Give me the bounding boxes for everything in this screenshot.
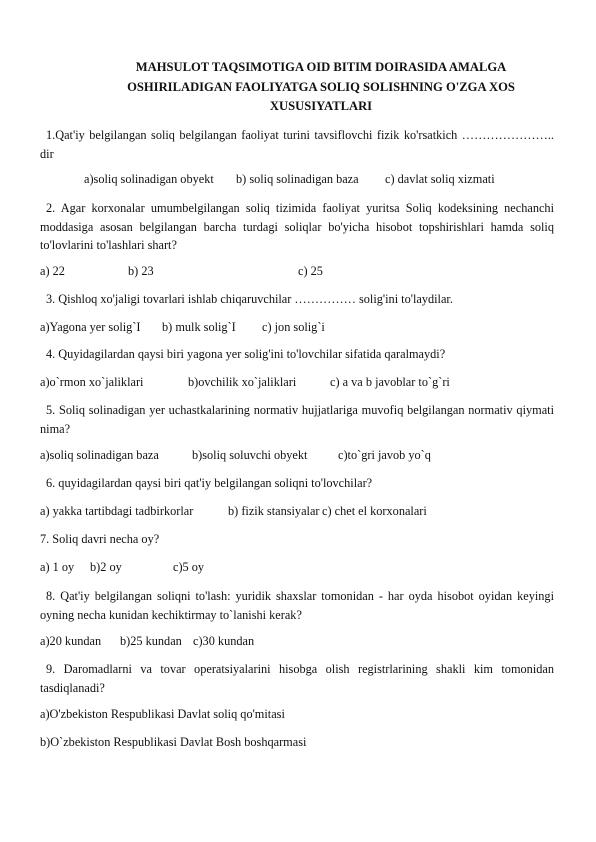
question-2-text: 2. Agar korxonalar umumbelgilangan soliq tizimida faoliyat yuritsa Soliq kodeksining nechanchi moddasiga asosan belgilangan barcha turdagi soliqlar bo'yicha hisobot topshirishlari hamda soliq to'lovlarini to'lashlari shart?	[40, 201, 554, 252]
question-5-option-b: b)soliq soluvchi obyekt	[192, 448, 308, 462]
question-4-option-a: a)o`rmon xo`jaliklari	[40, 375, 144, 389]
question-8-option-c: c)30 kundan	[193, 634, 255, 648]
document-title: MAHSULOT TAQSIMOTIGA OID BITIM DOIRASIDA AMALGA OSHIRILADIGAN FAOLIYATGA SOLIQ SOLISHNING O'ZGA XOS XUSUSIYATLARI	[127, 60, 515, 113]
question-1-option-a: a)soliq solinadigan obyekt	[84, 172, 214, 186]
question-5-text: 5. Soliq solinadigan yer uchastkalarining normativ hujjatlariga muvofiq belgilangan normativ qiymati nima?	[40, 403, 554, 436]
question-8-option-b: b)25 kundan	[120, 634, 182, 648]
question-3-text: 3. Qishloq xo'jaligi tovarlari ishlab chiqaruvchilar …………… solig'ini to'laydilar.	[46, 292, 453, 306]
question-1-option-c: c) davlat soliq xizmati	[385, 172, 495, 186]
question-3-option-c: c) jon solig`i	[262, 320, 325, 334]
question-2-option-a: a) 22	[40, 264, 65, 278]
question-5-option-a: a)soliq solinadigan baza	[40, 448, 159, 462]
question-7-option-a: a) 1 oy	[40, 560, 75, 574]
question-7-option-c: c)5 oy	[173, 560, 205, 574]
question-3-option-b: b) mulk solig`I	[162, 320, 236, 334]
question-4-text: 4. Quyidagilardan qaysi biri yagona yer solig'ini to'lovchilar sifatida qaralmaydi?	[46, 347, 446, 361]
question-2-option-b: b) 23	[128, 264, 154, 278]
question-7-option-b: b)2 oy	[90, 560, 122, 574]
question-6-option-c: c) chet el korxonalari	[322, 504, 427, 518]
question-7-text: 7. Soliq davri necha oy?	[40, 532, 160, 546]
question-1-text: 1.Qat'iy belgilangan soliq belgilangan faoliyat turini tavsiflovchi fizik ko'rsatkich ………………….. dir	[40, 128, 554, 161]
question-9-text: 9. Daromadlarni va tovar operatsiyalarini hisobga olish registrlarining shakli kim tomonidan tasdiqlanadi?	[40, 662, 554, 695]
question-1-option-b: b) soliq solinadigan baza	[236, 172, 359, 186]
question-9-option-b: b)O`zbekiston Respublikasi Davlat Bosh boshqarmasi	[40, 735, 307, 749]
question-3-option-a: a)Yagona yer solig`I	[40, 320, 141, 334]
question-4-option-c: c) a va b javoblar to`g`ri	[330, 375, 450, 389]
question-5-option-c: c)to`gri javob yo`q	[338, 448, 431, 462]
question-9-option-a: a)O'zbekiston Respublikasi Davlat soliq qo'mitasi	[40, 707, 285, 721]
question-6-text: 6. quyidagilardan qaysi biri qat'iy belgilangan soliqni to'lovchilar?	[46, 476, 373, 490]
question-8-option-a: a)20 kundan	[40, 634, 102, 648]
question-6-option-a: a) yakka tartibdagi tadbirkorlar	[40, 504, 194, 518]
question-8-text: 8. Qat'iy belgilangan soliqni to'lash: yuridik shaxslar tomonidan - har oyda hisobot oyidan keyingi oyning necha kunidan kechiktirmay to`lanishi kerak?	[40, 589, 554, 622]
question-4-option-b: b)ovchilik xo`jaliklari	[188, 375, 297, 389]
question-6-option-b: b) fizik stansiyalar	[228, 504, 320, 518]
question-2-option-c: c) 25	[298, 264, 323, 278]
